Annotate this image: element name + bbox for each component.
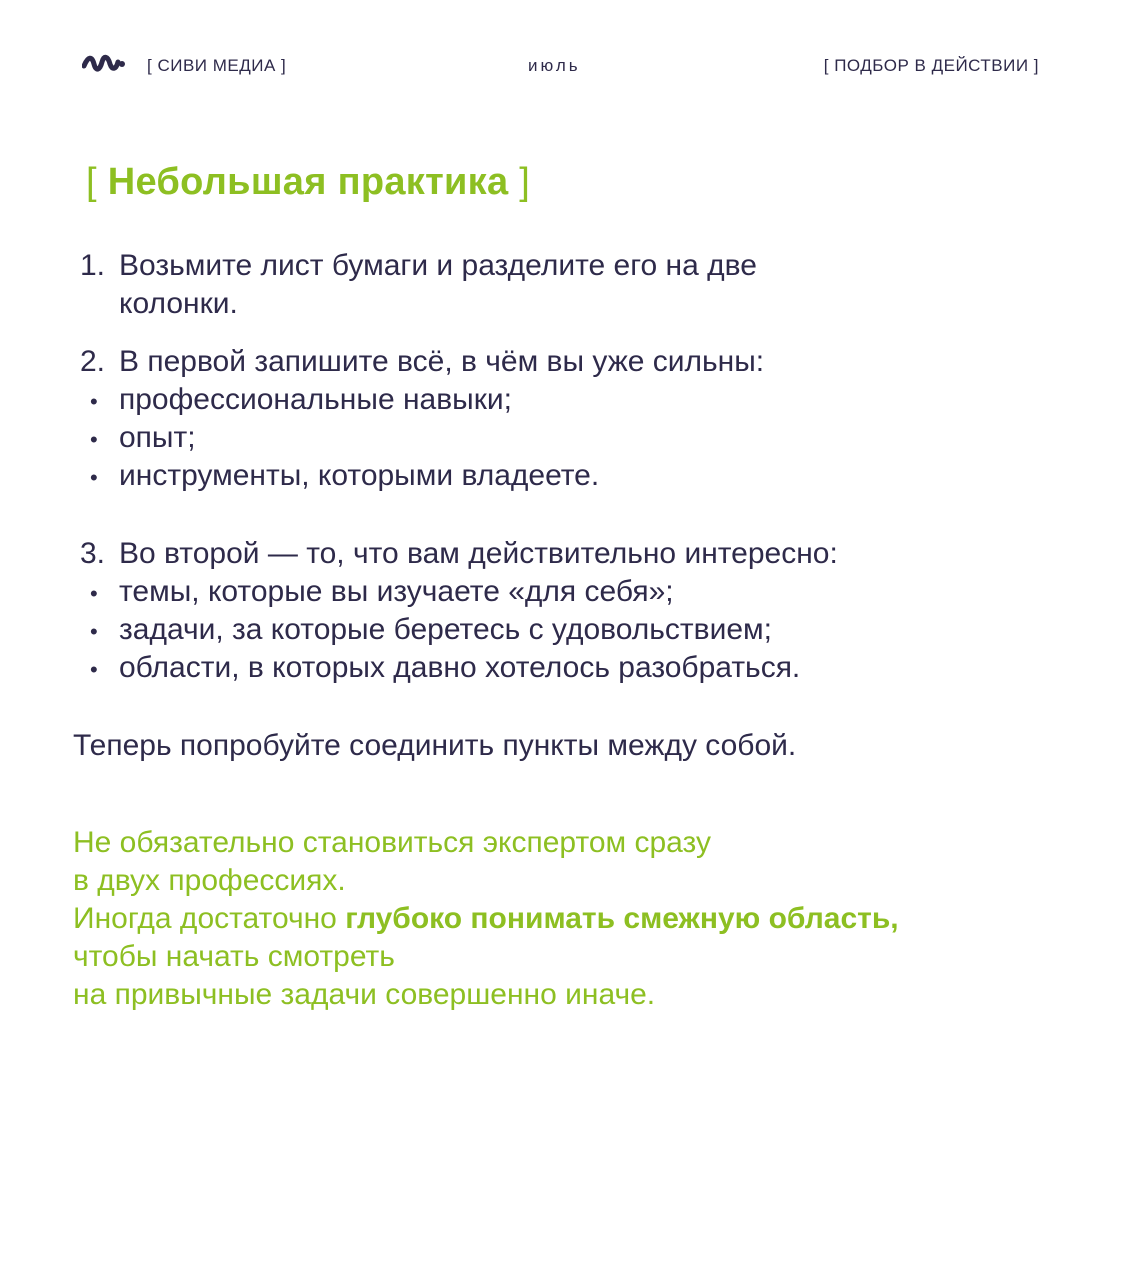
step-number: 3. — [80, 537, 106, 570]
list-item: задачи, за которые беретесь с удовольствием; — [119, 613, 772, 646]
step-text: Возьмите лист бумаги и разделите его на две — [119, 249, 757, 282]
step-text: В первой запишите всё, в чём вы уже сильны: — [119, 345, 765, 378]
page-title-text: Небольшая практика — [107, 161, 509, 203]
list-item: опыт; — [119, 421, 196, 454]
note-emphasis: глубоко понимать смежную область, — [345, 902, 899, 935]
conclusion-text: Теперь попробуйте соединить пункты между собой. — [73, 729, 797, 762]
step-text: колонки. — [119, 287, 238, 320]
note-line: в двух профессиях. — [73, 864, 346, 897]
note-block — [73, 824, 899, 1014]
month-label: июль — [528, 56, 581, 75]
list-item: профессиональные навыки; — [119, 383, 512, 416]
step-number: 2. — [80, 345, 106, 378]
page-title: [ Небольшая практика ] — [86, 161, 531, 203]
brand-label: [ СИВИ МЕДИА ] — [147, 56, 287, 75]
bullet-dot: • — [90, 427, 98, 452]
step-text: Во второй — то, что вам действительно интересно: — [119, 537, 838, 570]
note-line: Иногда достаточно глубоко понимать смежную область, — [73, 902, 899, 935]
header — [0, 0, 1125, 100]
bullet-dot: • — [90, 581, 98, 606]
bullet-dot: • — [90, 465, 98, 490]
step-1 — [0, 247, 1125, 327]
wave-logo-icon — [82, 52, 126, 76]
note-line: на привычные задачи совершенно иначе. — [73, 978, 656, 1011]
step-2 — [0, 343, 1125, 503]
section-label: [ ПОДБОР В ДЕЙСТВИИ ] — [823, 56, 1039, 75]
bullet-dot: • — [90, 389, 98, 414]
step-3 — [0, 535, 1125, 695]
list-item: инструменты, которыми владеете. — [119, 459, 600, 492]
note-line: Не обязательно становиться экспертом сразу — [73, 826, 711, 859]
note-line: чтобы начать смотреть — [73, 940, 395, 973]
list-item: темы, которые вы изучаете «для себя»; — [119, 575, 674, 608]
bullet-dot: • — [90, 619, 98, 644]
list-item: области, в которых давно хотелось разобраться. — [119, 651, 801, 684]
step-number: 1. — [80, 249, 106, 282]
bullet-dot: • — [90, 657, 98, 682]
